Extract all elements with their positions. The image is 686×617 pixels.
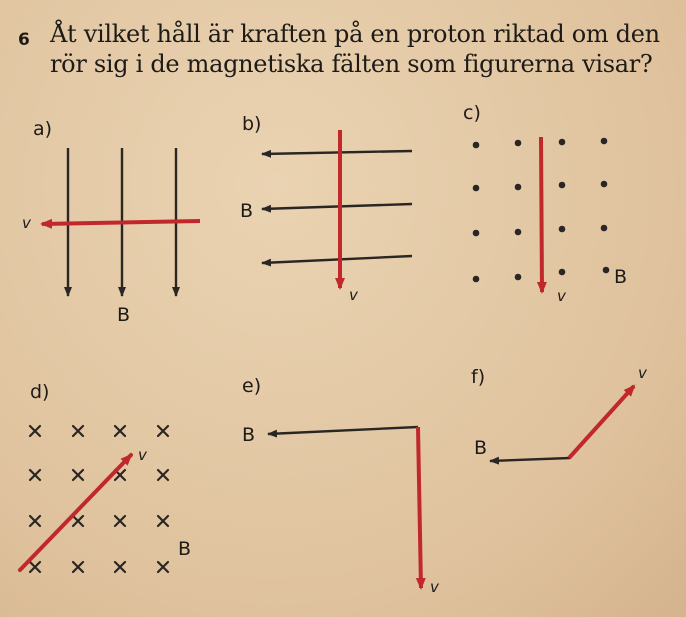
figure-f xyxy=(490,386,634,461)
figure-f-field-label: B xyxy=(474,437,488,459)
field-cross xyxy=(115,562,125,572)
figure-d-field-label: B xyxy=(178,538,192,560)
field-cross xyxy=(30,426,40,436)
figure-f-velocity-label: v xyxy=(638,364,647,382)
field-cross xyxy=(158,426,168,436)
question-text-line-2: rör sig i de magnetiska fälten som figurerna visar? xyxy=(50,50,653,78)
field-cross xyxy=(73,562,83,572)
field-cross xyxy=(30,562,40,572)
field-dot xyxy=(559,269,566,276)
field-dot xyxy=(601,181,608,188)
figure-b-field-label: B xyxy=(240,200,254,222)
figure-a xyxy=(42,148,200,296)
field-dot xyxy=(559,139,566,146)
figure-b-velocity-label: v xyxy=(349,286,358,304)
field-line xyxy=(268,427,418,434)
figure-d-label: d) xyxy=(30,381,50,403)
figure-f-label: f) xyxy=(471,366,486,388)
field-cross xyxy=(158,516,168,526)
field-cross xyxy=(73,426,83,436)
field-line xyxy=(490,458,570,461)
field-dot xyxy=(601,225,608,232)
figure-a-velocity-label: v xyxy=(22,214,31,232)
field-dot xyxy=(515,140,522,147)
field-cross xyxy=(30,470,40,480)
figure-c-label: c) xyxy=(463,102,481,124)
field-dot xyxy=(559,226,566,233)
figure-e-field-label: B xyxy=(242,424,256,446)
figure-a-label: a) xyxy=(33,118,53,140)
velocity-arrow xyxy=(569,386,634,458)
figure-c-velocity-label: v xyxy=(557,287,566,305)
field-dot xyxy=(515,274,522,281)
field-dot xyxy=(559,182,566,189)
figure-c-field-label: B xyxy=(614,266,628,288)
field-cross xyxy=(115,426,125,436)
field-cross xyxy=(158,470,168,480)
field-dot xyxy=(601,138,608,145)
figure-e xyxy=(268,427,421,588)
field-dot xyxy=(473,185,480,192)
field-cross xyxy=(73,516,83,526)
field-dot xyxy=(515,229,522,236)
question-text-line-1: Åt vilket håll är kraften på en proton riktad om den xyxy=(50,20,660,48)
figure-a-field-label: B xyxy=(117,304,131,326)
field-line xyxy=(262,151,412,154)
velocity-arrow xyxy=(418,427,421,588)
figure-d-velocity-label: v xyxy=(138,446,147,464)
figure-e-label: e) xyxy=(242,375,262,397)
field-dot xyxy=(473,276,480,283)
question-number: 6 xyxy=(18,30,30,50)
field-cross xyxy=(30,516,40,526)
field-dot xyxy=(473,230,480,237)
field-dot xyxy=(515,184,522,191)
figure-b-label: b) xyxy=(242,113,262,135)
field-line xyxy=(262,256,412,263)
field-dot xyxy=(473,142,480,149)
figure-e-velocity-label: v xyxy=(430,578,439,596)
velocity-arrow xyxy=(541,137,542,292)
field-cross xyxy=(73,470,83,480)
field-line xyxy=(262,204,412,209)
figure-c xyxy=(473,137,610,292)
field-cross xyxy=(115,516,125,526)
field-dot xyxy=(603,267,610,274)
field-cross xyxy=(158,562,168,572)
figure-b xyxy=(262,130,412,288)
